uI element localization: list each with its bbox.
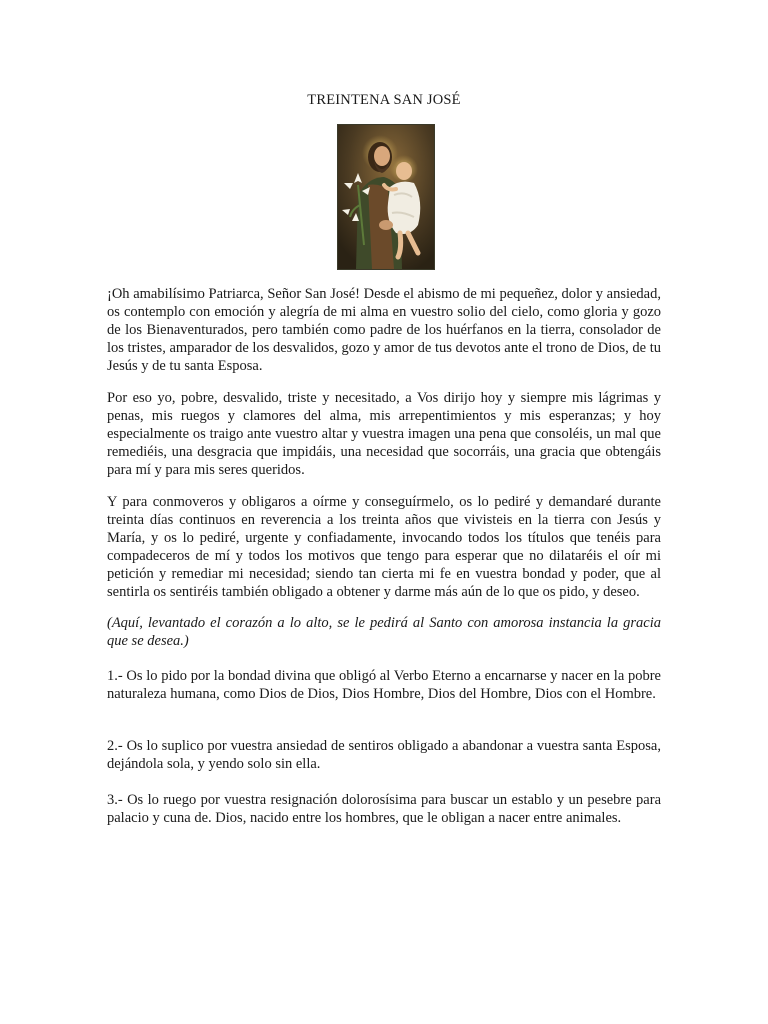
paragraph-invocation: ¡Oh amabilísimo Patriarca, Señor San José! Desde el abismo de mi pequeñez, dolor y ansiedad, os contemplo con emoción y alegría de mi alma en vuestro solio del cielo, como gloria y gozo de los Bienaventurados, pero también como padre de los huérfanos en la tierra, consolador de los tristes, amparador de los desvalidos, gozo y amor de tus devotos ante el trono de Dios, de tu Jesús y de tu santa Esposa. bbox=[107, 286, 661, 374]
paragraph-promise: Y para conmoveros y obligaros a oírme y conseguírmelo, os lo pediré y demandaré durante treinta días continuos en reverencia a los treinta años que vivisteis en la tierra con Jesús y María, y os lo pediré, urgente y confiadamente, invocando todos los títulos que tenéis para compadeceros de mí y todos los motivos que tengo para esperar que no dilataréis el oír mi petición y remediar mi necesidad; siendo tan cierta mi fe en vuestra bondad y poder, que al sentirla os sentiréis también obligado a obtener y darme más aún de lo que os pido, y deseo. bbox=[107, 494, 661, 600]
document-title: TREINTENA SAN JOSÉ bbox=[307, 92, 461, 108]
paragraph-petition: Por eso yo, pobre, desvalido, triste y necesitado, a Vos dirijo hoy y siempre mis lágrimas y penas, mis ruegos y clamores del alma, mis arrepentimientos y mis esperanzas; y hoy especialmente os traigo ante vuestro altar y vuestra imagen una pena que consoléis, un mal que remediéis, una desgracia que impidáis, una necesidad que socorráis, una gracia que obtengáis para mí y para mis seres queridos. bbox=[107, 390, 661, 478]
list-item-2: 2.- Os lo suplico por vuestra ansiedad de sentiros obligado a abandonar a vuestra santa Esposa, dejándola sola, y yendo solo sin ella. bbox=[107, 738, 661, 772]
list-item-3: 3.- Os lo ruego por vuestra resignación dolorosísima para buscar un establo y un pesebre para palacio y cuna de. Dios, nacido entre los hombres, que le obligan a nacer entre animales. bbox=[107, 792, 661, 826]
saint-joseph-image bbox=[337, 124, 435, 270]
list-item-1: 1.- Os lo pido por la bondad divina que obligó al Verbo Eterno a encarnarse y nacer en la pobre naturaleza humana, como Dios de Dios, Dios Hombre, Dios del Hombre, Dios con el Hombre. bbox=[107, 668, 661, 702]
paragraph-instruction: (Aquí, levantado el corazón a lo alto, se le pedirá al Santo con amorosa instancia la gracia que se desea.) bbox=[107, 615, 661, 649]
